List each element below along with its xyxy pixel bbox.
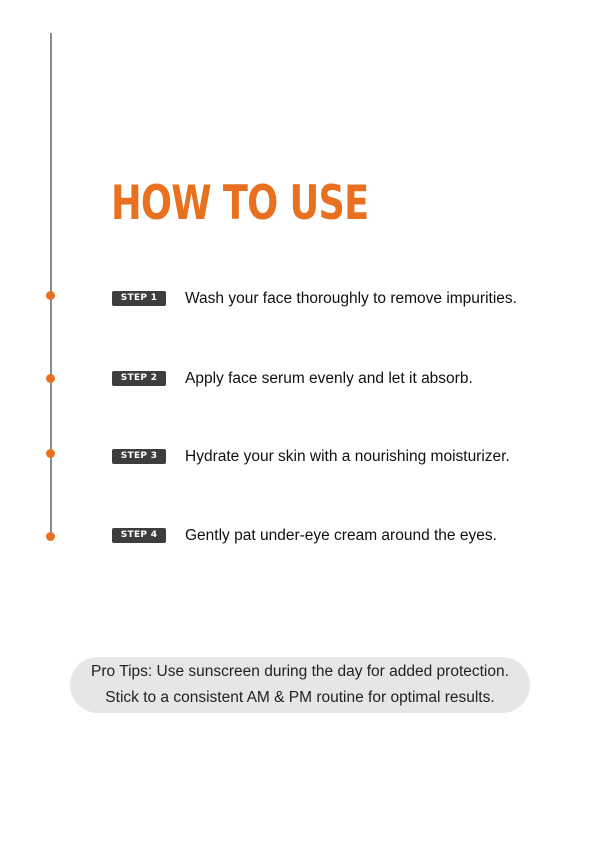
pro-tips-line-1: Pro Tips: Use sunscreen during the day for added protection. bbox=[91, 663, 509, 680]
step-text: Wash your face thoroughly to remove impurities. bbox=[185, 290, 517, 307]
step-badge: STEP 1 bbox=[112, 291, 166, 306]
step-text: Hydrate your skin with a nourishing moisturizer. bbox=[185, 448, 510, 465]
timeline-dot-step-1 bbox=[46, 291, 55, 300]
step-badge: STEP 3 bbox=[112, 449, 166, 464]
pro-tips-box bbox=[70, 657, 530, 713]
step-badge: STEP 2 bbox=[112, 371, 166, 386]
timeline-line bbox=[50, 33, 52, 538]
pro-tips-line-2: Stick to a consistent AM & PM routine for optimal results. bbox=[105, 689, 495, 706]
timeline-dot-step-4 bbox=[46, 532, 55, 541]
step-text: Apply face serum evenly and let it absorb. bbox=[185, 370, 473, 387]
step-text: Gently pat under-eye cream around the eyes. bbox=[185, 527, 497, 544]
step-badge: STEP 4 bbox=[112, 528, 166, 543]
timeline-dot-step-2 bbox=[46, 374, 55, 383]
timeline-dot-step-3 bbox=[46, 449, 55, 458]
page-title: HOW TO USE bbox=[111, 176, 369, 231]
